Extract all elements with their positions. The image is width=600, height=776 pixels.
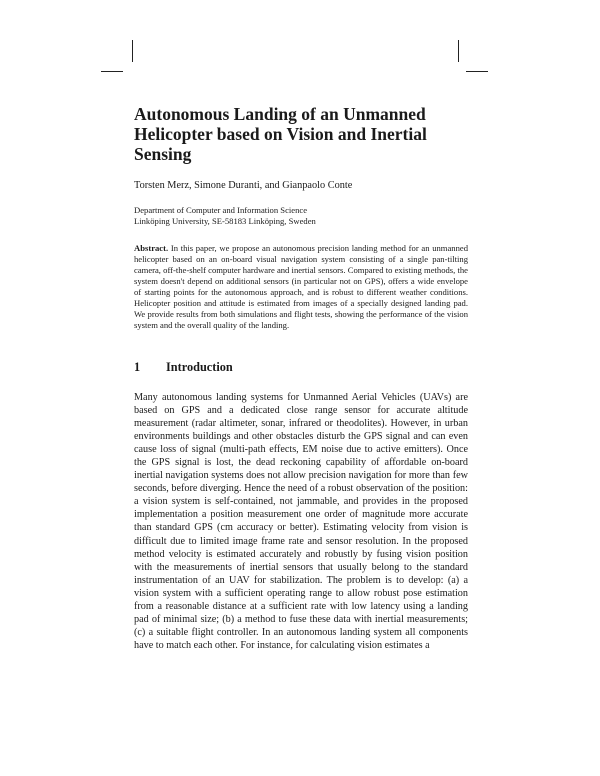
section-heading: [134, 360, 233, 375]
crop-mark-top-left-vertical: [132, 40, 133, 62]
crop-mark-top-right-vertical: [458, 40, 459, 62]
abstract: [134, 243, 468, 331]
affiliation: [134, 205, 316, 227]
section-number: 1: [134, 360, 141, 374]
authors: Torsten Merz, Simone Duranti, and Gianpaolo Conte: [134, 180, 353, 191]
affiliation-line-2: Linköping University, SE-58183 Linköping, Sweden: [134, 216, 316, 226]
abstract-text: In this paper, we propose an autonomous precision landing method for an unmanned helicopter based on an on-board visual navigation system consisting of a single pan-tilting camera, off-the-shelf computer hardware and inertial sensors. Compared to existing methods, the system doesn't depend on additional sensors (in particular not on GPS), offers a wide envelope of starting points for the autonomous approach, and is robust to different weather conditions. Helicopter position and attitude is estimated from images of a specially designed landing pad. We provide results from both simulations and flight tests, showing the performance of the vision system and the overall quality of the landing.: [134, 243, 468, 330]
crop-mark-top-right-horizontal: [466, 71, 488, 72]
crop-mark-top-left-horizontal: [101, 71, 123, 72]
introduction-text: Many autonomous landing systems for Unmanned Aerial Vehicles (UAVs) are based on GPS and a dedicated close range sensor for accurate altitude measurement (radar altimeter, sonar, infrared or theodolites). However, in urban environments buildings and other obstacles disturb the GPS signal and can even cause loss of signal (multi-path effects, EM noise due to active emitters). Once the GPS signal is lost, the dead reckoning capability of affordable on-board inertial navigation systems does not allow precision navigation for more than few seconds, before diverging. Hence the need of a robust observation of the position: a vision system is self-contained, not jammable, and provides in the proposed implementation a position measurement one order of magnitude more accurate than standard GPS (cm accuracy or better). Estimating velocity from vision is difficult due to limited image frame rate and sensor resolution. In the proposed method velocity is estimated accurately and robustly by fusing vision position with the measurements of inertial sensors that usually belong to the standard instrumentation of an UAV for stabilization. The problem is to develop: (a) a vision system with a sufficient operating range to allow robust pose estimation from a reasonable distance at a sufficient rate with low latency using a landing pad of minimal size; (b) a method to fuse these data with inertial measurements; (c) a suitable flight controller. In an autonomous landing system all components have to match each other. For instance, for calculating vision estimates a: [134, 392, 468, 651]
affiliation-line-1: Department of Computer and Information Science: [134, 205, 308, 215]
abstract-label: Abstract.: [134, 243, 169, 253]
paper-title: Autonomous Landing of an Unmanned Helicopter based on Vision and Inertial Sensing: [134, 104, 427, 164]
section-title: Introduction: [166, 360, 233, 374]
